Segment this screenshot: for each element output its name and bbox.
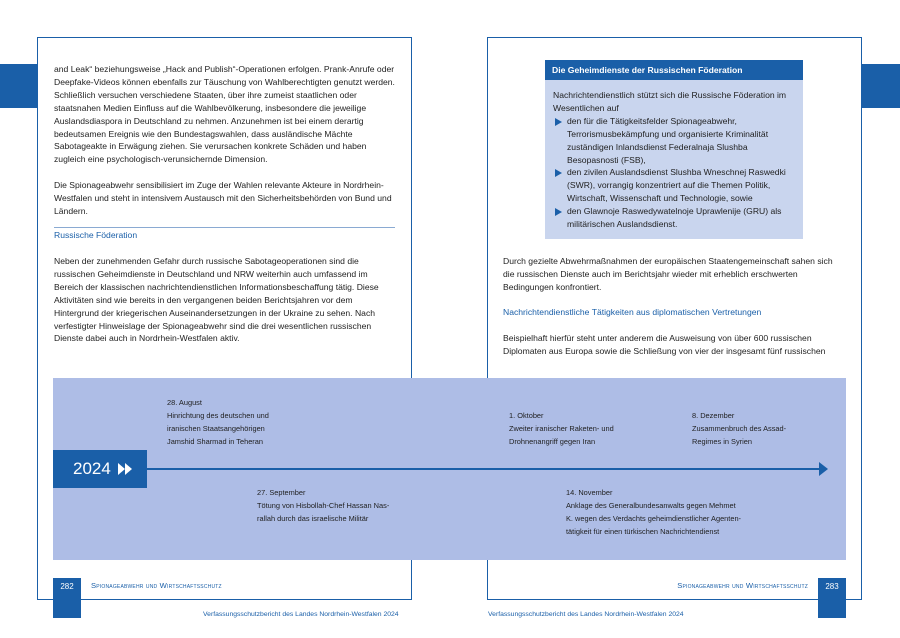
bullet-triangle-icon bbox=[555, 118, 562, 126]
left-paragraph-1: and Leak“ beziehungsweise „Hack and Publish“-Operationen erfolgen. Prank-Anrufe oder Deepfake-Videos können ebenfalls zur Täuschung von Wahlberechtigten genutzt werden. Schließlich versuchen verschiedene Staaten, über ihre zumeist staatlichen oder staatsnahen Medien Einfluss auf die Wahlbevölkerung, insbesondere die jeweilige Auslandsdiaspora in Deutschland zu nehmen. Anzunehmen ist bei einem derartig bedeutsamen Ereignis wie den Bundestagswahlen, dass ausländische Mächte Sabotageakte in Erwägung ziehen. Sie verursachen konkrete Schäden und haben zugleich eine psychologisch-verunsichernde Dimension. bbox=[54, 64, 395, 165]
left-paragraph-2: Die Spionageabwehr sensibilisiert im Zuge der Wahlen relevante Akteure in Nordrhein-Westfalen und steht in intensivem Austausch mit den Sicherheitsbehörden von Bund und Ländern. bbox=[54, 180, 392, 216]
bullet-triangle-icon bbox=[555, 208, 562, 216]
left-side-tab bbox=[0, 64, 38, 108]
info-box-list bbox=[553, 115, 795, 231]
left-body-text bbox=[54, 63, 395, 218]
info-box-item-gru: den Glawnoje Raswedywatelnoje Uprawlenije (GRU) als militärischen Auslandsdienst. bbox=[553, 205, 795, 231]
right-paragraph-2: Beispielhaft hierfür steht unter anderem die Ausweisung von über 600 russischen Diplomaten aus Europa sowie die Schließung von vier der insgesamt fünf russischen bbox=[503, 333, 826, 356]
info-box-intro: Nachrichtendienstlich stützt sich die Russische Föderation im Wesentlichen auf bbox=[553, 90, 787, 113]
timeline-event-sep-27: 27. September Tötung von Hisbollah-Chef Hassan Nas- rallah durch das israelische Militär bbox=[257, 488, 390, 523]
timeline-axis bbox=[147, 468, 820, 470]
timeline-year: 2024 bbox=[73, 459, 111, 478]
timeline-arrow-head bbox=[819, 462, 828, 476]
right-footer: Verfassungsschutzbericht des Landes Nordrhein-Westfalen 2024 bbox=[488, 611, 684, 618]
info-box-title: Die Geheimdienste der Russischen Föderation bbox=[545, 60, 803, 80]
right-side-tab bbox=[862, 64, 900, 108]
timeline-event-nov-14: 14. November Anklage des Generalbundesanwalts gegen Mehmet K. wegen des Verdachts geheimdienstlicher Agenten- tätigkeit für einen türkischen Nachrichtendienst bbox=[566, 488, 742, 536]
right-page-number: 283 bbox=[818, 578, 846, 618]
left-running-head: Spionageabwehr und Wirtschaftsschutz bbox=[91, 581, 222, 590]
left-section-paragraph: Neben der zunehmenden Gefahr durch russische Sabotageoperationen sind die russischen Geheimdienste in Deutschland und NRW weiterhin auch umfassend im Bereich der klassischen nachrichtendienstlichen Informationsbeschaffung tätig. Diese Aktivitäten sind wie bereits in den vergangenen beiden Berichtsjahren vor dem Hintergrund der kriegerischen Auseinandersetzungen in der Ukraine zu sehen. Nach verfestigter Hinweislage der Spionageabwehr sind die drei wesentlichen russischen Dienste dabei auch in Nordrhein-Westfalen aktiv. bbox=[54, 256, 379, 344]
left-page-number: 282 bbox=[53, 578, 81, 618]
double-chevron-right-icon bbox=[118, 463, 132, 475]
left-section-heading: Russische Föderation bbox=[54, 230, 138, 240]
right-running-head: Spionageabwehr und Wirtschaftsschutz bbox=[677, 581, 808, 590]
timeline-year-badge bbox=[53, 450, 147, 488]
info-box-item-swr: den zivilen Auslandsdienst Slushba Wneschnej Raswedki (SWR), vorrangig konzentriert auf die Themen Politik, Wirtschaft, Wissenschaft und Technologie, sowie bbox=[553, 166, 795, 205]
timeline-event-aug-28: 28. August Hinrichtung des deutschen und iranischen Staatsangehörigen Jamshid Sharmad in Teheran bbox=[167, 398, 269, 446]
info-box-item-fsb: den für die Tätigkeitsfelder Spionageabwehr, Terrorismusbekämpfung und organisierte Kriminalität zuständigen Inlandsdienst Federalnaja Slushba Besopasnosti (FSB), bbox=[553, 115, 795, 167]
right-section-heading: Nachrichtendienstliche Tätigkeiten aus diplomatischen Vertretungen bbox=[503, 307, 762, 317]
timeline-event-dec-8: 8. Dezember Zusammenbruch des Assad- Regimes in Syrien bbox=[692, 411, 787, 446]
left-footer: Verfassungsschutzbericht des Landes Nordrhein-Westfalen 2024 bbox=[203, 611, 399, 618]
right-paragraph-1: Durch gezielte Abwehrmaßnahmen der europäischen Staatengemeinschaft sahen sich die russischen Dienste auch im Berichtsjahr wieder mit erheblich erschwerten Bedingungen konfrontiert. bbox=[503, 256, 833, 292]
timeline-event-oct-1: 1. Oktober Zweiter iranischer Raketen- und Drohnenangriff gegen Iran bbox=[509, 411, 614, 446]
left-section-rule bbox=[54, 227, 395, 228]
info-box bbox=[545, 80, 803, 239]
bullet-triangle-icon bbox=[555, 169, 562, 177]
